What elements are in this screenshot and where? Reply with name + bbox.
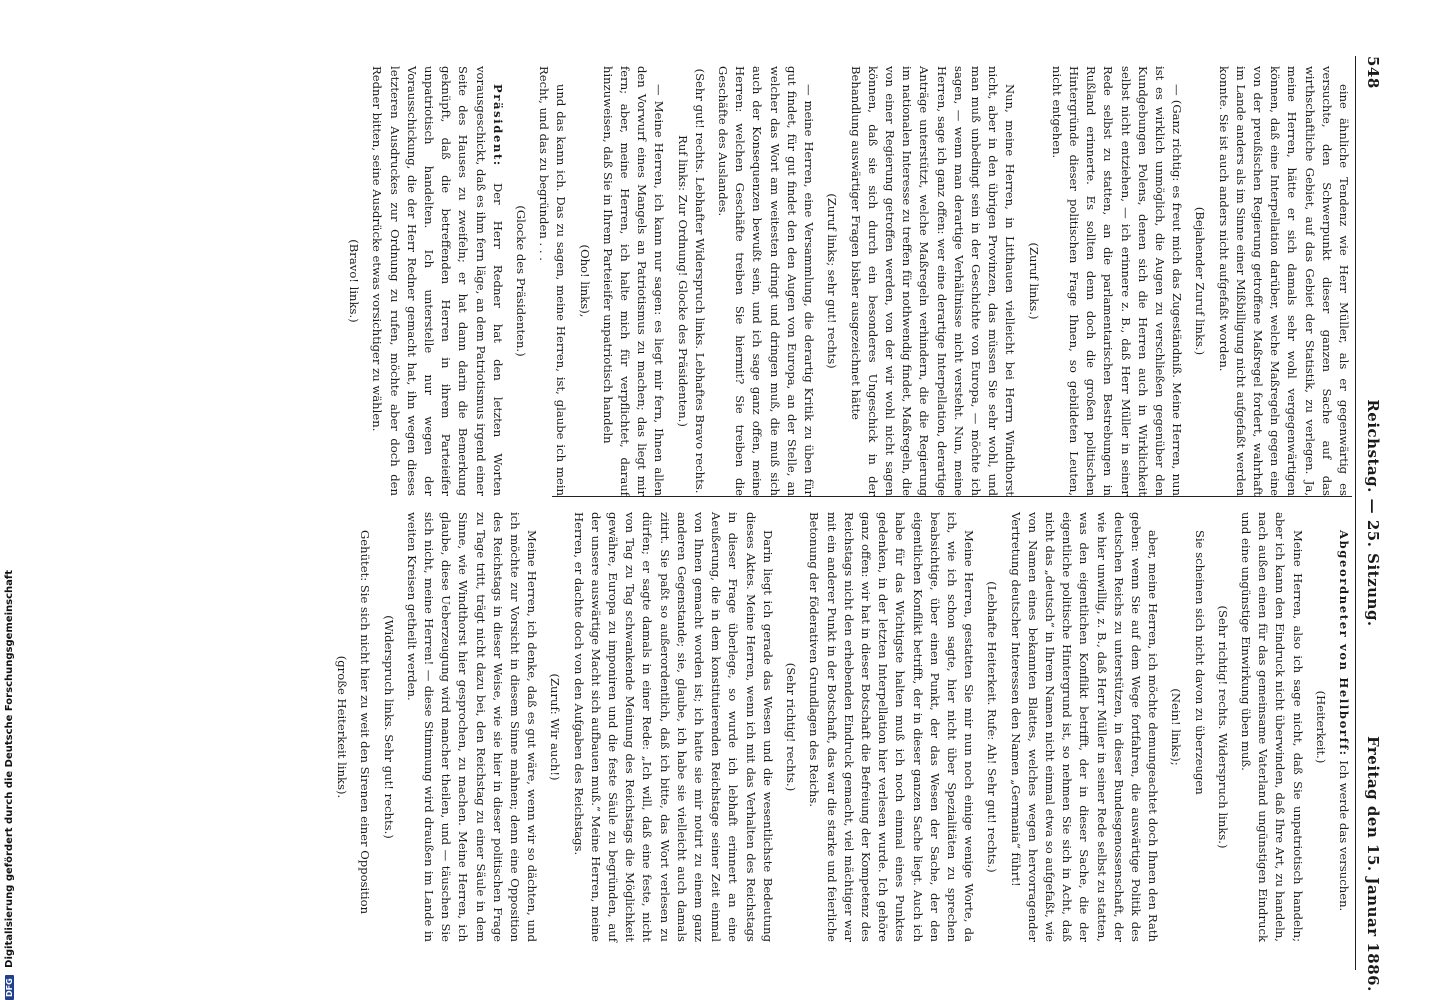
left-column: [339, 66, 1352, 496]
running-title: Reichstag. — 25. Sitzung.: [1364, 399, 1382, 627]
body-paragraph: Gehütet: Sie sich nicht hier zu weit den Sirenen einer Opposition: [358, 530, 373, 915]
dfg-logo: DFG: [5, 975, 14, 1000]
stage-direction: (Heiterkeit.): [1313, 690, 1328, 764]
column-divider: [552, 496, 1352, 497]
body-paragraph: Meine Herren, gestatten Sie mir nun noch einige wenige Worte, da ich, wie ich schon sagte, hier nicht über Spezialitäten zu sprechen beabsichtige, über einen Punkt, der das Wesen der Sache, der den eigentlichen Konflikt betrifft, der in dieser ganzen Sache liegt. Auch ich habe für das Wichtigste halten muß ich noch einmal eines Punktes gedenken, in der letzten Interpellation hier verlesen wurde. Ich gehöre ganz offen: wir hat in dieser Botschaft die Befreiung der Kompetenz des Reichstags nicht den erhebenden Eindruck gemacht, viel mächtiger war mit ein anderer Punkt in der Botschaft, das war die starke und feierliche Betonung der föderativen Grundlagen des Reichs.: [807, 512, 977, 942]
stage-direction: (Lebhafte Heiterkeit. Rufe: Ah! Sehr gut! rechts.): [985, 581, 1000, 873]
speech-text: Der Herr Redner hat den letzten Worten vorausgeschickt, daß es ihm fern läge, an dem Patriotismus irgend einer Seite des Hauses zu zweifeln; er hat dann darin die Bemerkung geknüpft, daß die betreffenden Herren in ihrem Parteieifer unpatriotisch handelten. Ich unterstelle nur wegen der Vorausschickung, die der Herr Redner gemacht hat, ihn wegen dieses letzteren Ausdruckes zur Ordnung zu rufen, möchte aber doch den Redner bitten, seine Ausdrücke etwas vorsichtiger zu wählen.: [370, 66, 505, 497]
digitization-note-text: Digitalisierung gefördert durch die Deutsche Forschungsgemeinschaft: [4, 569, 15, 968]
stage-direction: (Zuruf: Wir auch!): [548, 673, 563, 781]
page-header: [1358, 56, 1382, 992]
speech-paragraph: [368, 66, 506, 496]
stage-direction: (Glocke des Präsidenten.): [514, 205, 529, 357]
body-paragraph: — meine Herren, eine Versammlung, die derartig Kritik zu üben für gut findet, für gut findet den den Augen von Europa, an der Stelle, an welcher das Wort am weitesten dringt und dringen muß, die muß sich auch der Konsequenzen bewußt sein, und ich sage ganz offen, meine Herren: welchen Geschäfte treiben Sie hiermit? Sie treiben die Geschäfte des Auslandes.: [716, 66, 817, 496]
speaker-name: Präsident:: [490, 84, 505, 167]
body-paragraph: Nun, meine Herren, in Litthauen vielleicht bei Herrn Windthorst nicht, aber in den übrigen Provinzen, das müssen Sie sehr wohl, und man muß unbedingt sein in der Geschichte von Europa, — möchte ich sagen, — wenn man derartige Verhältnisse nicht versteht. Nun, meine Herren, sage ich ganz offen: wer eine derartige Interpellation, derartige Anträge unterstützt, welche Maßregeln verhindern, die die Regierung im nationalen Interesse zu treffen für nothwendig findet, Maßregeln, die von einer Regierung getroffen werden, von der wir wohl nicht sagen können, daß sie sich durch ein besonderes Ungeschick in der Behandlung auswärtiger Fragen bisher ausgezeichnet hätte: [848, 66, 1018, 496]
speech-text: Ich werde das versuchen.: [1337, 760, 1351, 912]
stage-direction: (Sehr richtig! rechts.): [784, 662, 799, 792]
body-paragraph: — Meine Herren, ich kann nur sagen: es liegt mir fern, Ihnen allen den Vorwurf eines Mangels an Patriotismus zu machen; das liegt mir fern; aber, meine Herren, ich halte mich für verpflichtet, darauf hinzuweisen, daß Sie in Ihrem Parteieifer unpatriotisch handeln: [600, 66, 667, 496]
date-line: Freitag den 15. Januar 1886.: [1364, 736, 1382, 992]
speaker-name: Abgeordneter von Hellborff:: [1337, 530, 1351, 757]
body-paragraph: aber, meine Herren, ich möchte demungeachtet doch Ihnen den Rath geben: wenn Sie auf dem Wege fortfahren, die auswärtige Politik des deutschen Reichs zu unterstützen, in dieser Bundesgenossenschaft, der wie hier unwillig, z. B., daß Herr Müller in seiner Rede selbst zu statten, was den eigentlichen Konflikt betrifft, der in dieser Sache, die der eigentliche politische Hintergrund ist, so nehmen Sie sich in Acht, daß nicht das „deutsch“ in Ihrem Namen nicht einmal etwa so aufgefaßt, wie von Namen eines bekannten Blattes, welches wegen hervorragender Vertretung deutscher Interessen den Namen „Germania“ führt!: [1008, 512, 1161, 942]
stage-direction: (Zuruf links.): [1026, 242, 1041, 320]
stage-direction: (Zuruf links; sehr gut! rechts): [825, 193, 840, 369]
digitization-note: [4, 570, 15, 1000]
page-number: 548: [1364, 56, 1382, 89]
stage-direction: (Bejahender Zuruf links.): [1193, 206, 1208, 356]
stage-direction: (Oho! links),: [577, 244, 592, 318]
header-rule: [1355, 56, 1356, 970]
body-paragraph: — (Ganz richtig: es freut mich das Zugeständniß. Meine Herren, nun ist es wirklich unmöglich, die Augen zu verschließen gegenüber den Kundgebungen Polens, denen sich die Herren auch in Wirklichkeit selbst nicht entziehen, — ich erinnere z. B., daß Herr Müller in seiner Rede selbst zu statten, an die parlamentarischen Bestrebungen in Rußland erinnerte. Es sollten denn doch die großen politischen Hintergründe dieser politischen Frage Ihnen, so gebildeten Leuten, nicht entgehen.: [1049, 66, 1185, 496]
stage-direction: (Sehr gut! rechts. Lebhafter Widerspruch links. Lebhaftes Bravo rechts. Ruf links: Zur Ordnung! Glocke des Präsidenten.): [675, 68, 707, 494]
stage-direction: (Bravo! links.): [347, 239, 362, 323]
stage-direction: (Nein! links);: [1169, 688, 1184, 766]
speech-paragraph: [1335, 512, 1352, 942]
stage-direction: (Widerspruch links. Sehr gut! rechts.): [381, 615, 396, 839]
body-paragraph: Darin liegt ich gerade das Wesen und die wesentlichste Bedeutung dieses Aktes. Meine Herren, wenn ich mit das Verhalten des Reichstags in dieser Frage überlege, so wurde ich lebhaft erinnert an eine Aeußerung, die in dem konstituierenden Reichstage seiner Zeit einmal von Ihnen gemacht worden ist; ich hatte sie mir notirt zu einem ganz anderen Gegenstande; sie, glaube, ich habe sie vielleicht auch damals zitirt. Sie paßt so außerordentlich, daß ich bitte, das Wort verlesen zu dürfen; er sagte damals in einer Rede: „Ich will, daß eine feste, nicht von Tag zu Tag schwankende Meinung des Reichstags die Möglichkeit gewähre, Europa zu imponiren und die feste Säule zu begründen, auf der unsere auswärtige Macht sich aufbauen muß.“ Meine Herren, meine Herren, er dachte doch von den Aufgaben des Reichstags.: [571, 512, 775, 942]
stage-direction: (Sehr richtig! rechts. Widerspruch links.): [1215, 605, 1230, 849]
body-paragraph: Meine Herren, ich denke, daß es gut wäre, wenn wir so dächten, und ich möchte zur Vorsicht in diesem Sinne mahnen; denn eine Opposition des Reichstags in dieser Weise, wie sie hier in dieser politischen Frage zu Tage tritt, trägt nicht dazu bei, den Reichstag zu einer Säule in dem Sinne, wie Windthorst hier gesprochen, zu machen. Meine Herren, ich glaube, diese Ueberzeugung wird mancher theilen, und — täuschen Sie sich nicht, meine Herren! — diese Stimmung wird draußen im Lande in weiten Kreisen getheilt werden.: [404, 512, 540, 942]
body-paragraph: und das kann ich. Das zu sagen, meine Herren, ist, glaube ich mein Recht, und das zu begründen . . .: [537, 66, 569, 496]
body-paragraph: Sie scheinen sich nicht davon zu überzeugen: [1192, 530, 1207, 795]
stage-direction: (große Heiterkeit links).: [335, 655, 350, 799]
right-column: [327, 512, 1352, 942]
body-paragraph: eine ähnliche Tendenz wie Herr Müller, als er gegenwärtig es versuchte, den Schwerpunkt dieser ganzen Sache auf das wirthschaftliche Gebiet, auf das Gebiet der Statistik, zu verlegen. Ja, meine Herren, hätte er sich damals sehr wohl vergegenwärtigen können, daß eine Interpellation darüber, welche Maßregeln gegen eine von der preußischen Regierung getroffene Maßregel fordert, wahrhaft im Lande anders als im Sinne einer Mißbilligung nicht aufgefaßt werden konnte. Sie ist auch anders nicht aufgefaßt worden.: [1216, 66, 1351, 496]
body-paragraph: Meine Herren, also ich sage nicht, daß Sie unpatriotisch handeln; aber ich kann den Eindruck nicht überwinden, daß Ihre Art, zu handeln, nach außen einen für das gemeinsame Vaterland ungünstigen Eindruck und eine ungünstige Einwirkung üben muß.: [1238, 512, 1305, 942]
